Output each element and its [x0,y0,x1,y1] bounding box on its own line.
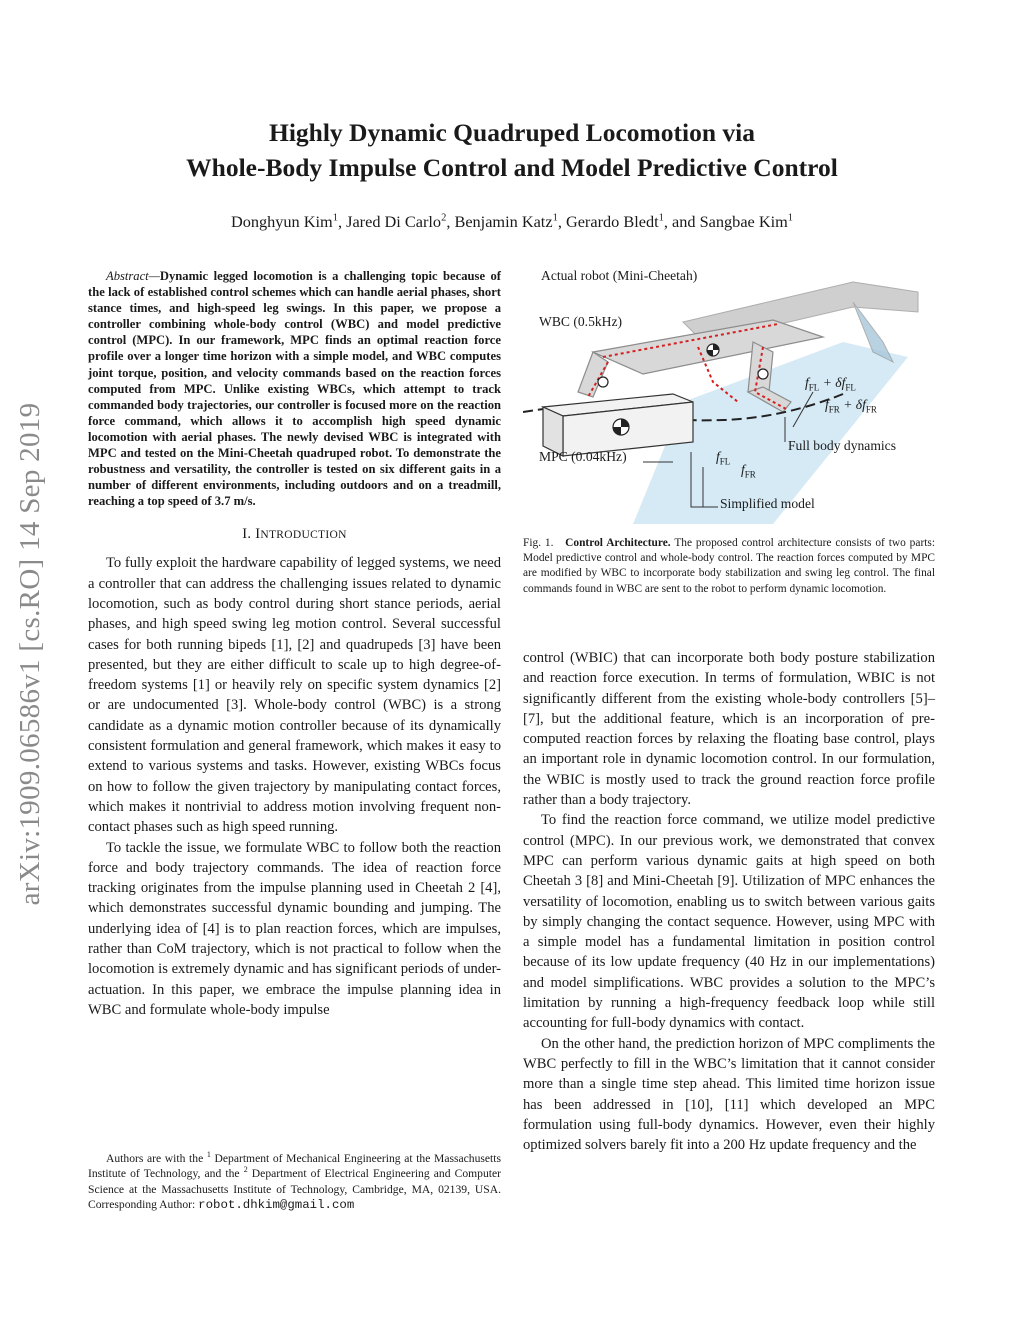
figure-math-ffl-delta: $f_{FL} + \delta f_{FL}$ [805,375,856,393]
author: Jared Di Carlo$^2$, [346,212,455,231]
body-paragraph: On the other hand, the prediction horizon of MPC compliments the WBC perfectly to fill in the WBC’s limitation that it cannot consider more than a single time step ahead. This limited time horizon issue has been addressed in [10], [11] which developed an MPC formulation using full-body dynamics. However, even their highly optimized solvers barely fit into a 200 Hz update frequency and the [523,1035,935,1154]
figure-label-mpc: MPC (0.04kHz) [539,449,627,464]
title-line-1: Highly Dynamic Quadruped Locomotion via [269,118,755,147]
author: Gerardo Bledt$^1$, and [565,212,700,231]
arxiv-side-identifier: arXiv:1909.06586v1 [cs.RO] 14 Sep 2019 [14,402,46,906]
title-line-2: Whole-Body Impulse Control and Model Predictive Control [186,153,838,182]
figure-math-ffr: $f_{FR}$ [741,462,756,480]
body-paragraph: To tackle the issue, we formulate WBC to follow both the reaction force and body trajectory commands. The idea of reaction force tracking originates from the impulse planning used in Cheetah 2 [4], which demonstrates successful dynamic bounding and jumping. The underlying idea of [4] is to plan reaction forces, which are impulses, rather than CoM trajectory, which is not practical to follow when the locomotion is extremely dynamic and has significant periods of under-actuation. In this paper, we embrace the impulse planning idea in WBC and formulate whole-body impulse [88,839,501,1018]
figure-control-architecture [523,262,935,524]
figure-math-ffr-delta: $f_{FR} + \delta f_{FR}$ [825,397,877,415]
left-column [88,268,501,1020]
figure-illustration [523,262,935,524]
author: Sangbae Kim$^1$ [699,212,794,231]
author-footnote: Authors are with the $^1$ Department of Mechanical Engineering at the Massachusetts Institute of Technology, and the $^2$ Department of Electrical Engineering and Computer Science at the Massachusetts Institute of Technology, Cambridge, MA, 02139, USA. Corresponding Author: robot.dhkim@gmail.com [88,1150,501,1212]
figure-label-full-body: Full body dynamics [788,438,896,453]
body-paragraph: control (WBIC) that can incorporate both body posture stabilization and reaction force execution. In terms of formulation, WBIC is not significantly different from the existing whole-body controllers [5]–[7], but the additional feature, which is an incorporation of pre-computed reaction forces by relaxing the floating base control, plays an important role in dynamic locomotion control. In our formulation, the WBIC is mostly used to track the ground reaction force profile rather than a body trajectory. [523,650,935,809]
author-list [120,211,904,233]
abstract-lead: Abstract— [106,269,160,283]
paper-title [120,115,904,185]
abstract-text: Dynamic legged locomotion is a challenging topic because of the lack of established control schemes which can handle aerial phases, short stance times, and high-speed leg swings. In this paper, we propose a controller combining whole-body control (WBC) and model predictive control (MPC). In our framework, MPC finds an optimal reaction force profile over a longer time horizon with a simple model, and WBC computes joint torque, position, and velocity commands based on the reaction forces computed from MPC. Unlike existing WBCs, which attempt to track commanded body trajectories, our controller is focused more on the reaction force command, which allows it to accomplish high speed dynamic locomotion with aerial phases. The newly devised WBC is integrated with MPC and tested on the Mini-Cheetah quadruped robot. To demonstrate the robustness and versatility, the controller is tested on six different gaits in a number of different environments, including outdoors and on a treadmill, reaching a top speed of 3.7 m/s. [88,269,501,509]
simplified-model-com [613,419,629,435]
body-paragraph: To fully exploit the hardware capability of legged systems, we need a controller that can address the challenging issues related to dynamic locomotion, such as body control during short stance periods, aerial phases, and high speed swing leg motion control. Several successful cases for both running bipeds [1], [2] and quadrupeds [3] have been presented, but they are either difficult to scale up to high degree-of-freedom systems [1] or heavily rely on specific system dynamics [2] or are undocumented [3]. Whole-body control (WBC) is a strong candidate as a dynamic motion controller because of its dynamically consistent formulation and general framework, which makes it easy to extend to various systems and tasks. However, existing WBCs focus on how to follow the given trajectory by manipulating contact forces, which makes it nontrivial to address motion involving frequent non-contact phases such as high speed running. [88,555,501,836]
figure-label-wbc: WBC (0.5kHz) [539,314,623,329]
figure-caption: Fig. 1. Control Architecture. The proposed control architecture consists of two parts: Model predictive control and whole-body control. The reaction forces computed by MPC are modified by WBC to incorporate body stabilization and swing leg control. The final commands found in WBC are sent to the robot to perform dynamic locomotion. [523,537,935,595]
section-heading-introduction: I. INTRODUCTION [242,526,347,543]
figure-math-ffl: $f_{FL}$ [716,449,731,467]
author: Donghyun Kim$^1$, [230,212,347,231]
corresponding-email[interactable]: robot.dhkim@gmail.com [198,1197,355,1212]
figure-label-actual-robot: Actual robot (Mini-Cheetah) [541,268,698,283]
abstract [88,268,501,509]
body-paragraph: To find the reaction force command, we utilize model predictive control (MPC). In our previous work, we demonstrated that convex MPC can perform various dynamic gaits at high speed on both Cheetah 3 [8] and Mini-Cheetah [9]. Utilization of MPC enhances the versatility of locomotion, enabling us to switch between various gaits by simply changing the contact sequence. However, using MPC with a simple model has a fundamental limitation in position control because of its low update frequency (40 Hz in our implementations) and model simplifications. WBC provides a solution to the MPC’s limitation by running a high-frequency feedback loop while still accounting for full-body dynamics with contact. [523,812,935,1032]
right-column [523,648,935,1155]
figure-label-simplified: Simplified model [720,496,815,511]
author: Benjamin Katz$^1$, [454,212,566,231]
